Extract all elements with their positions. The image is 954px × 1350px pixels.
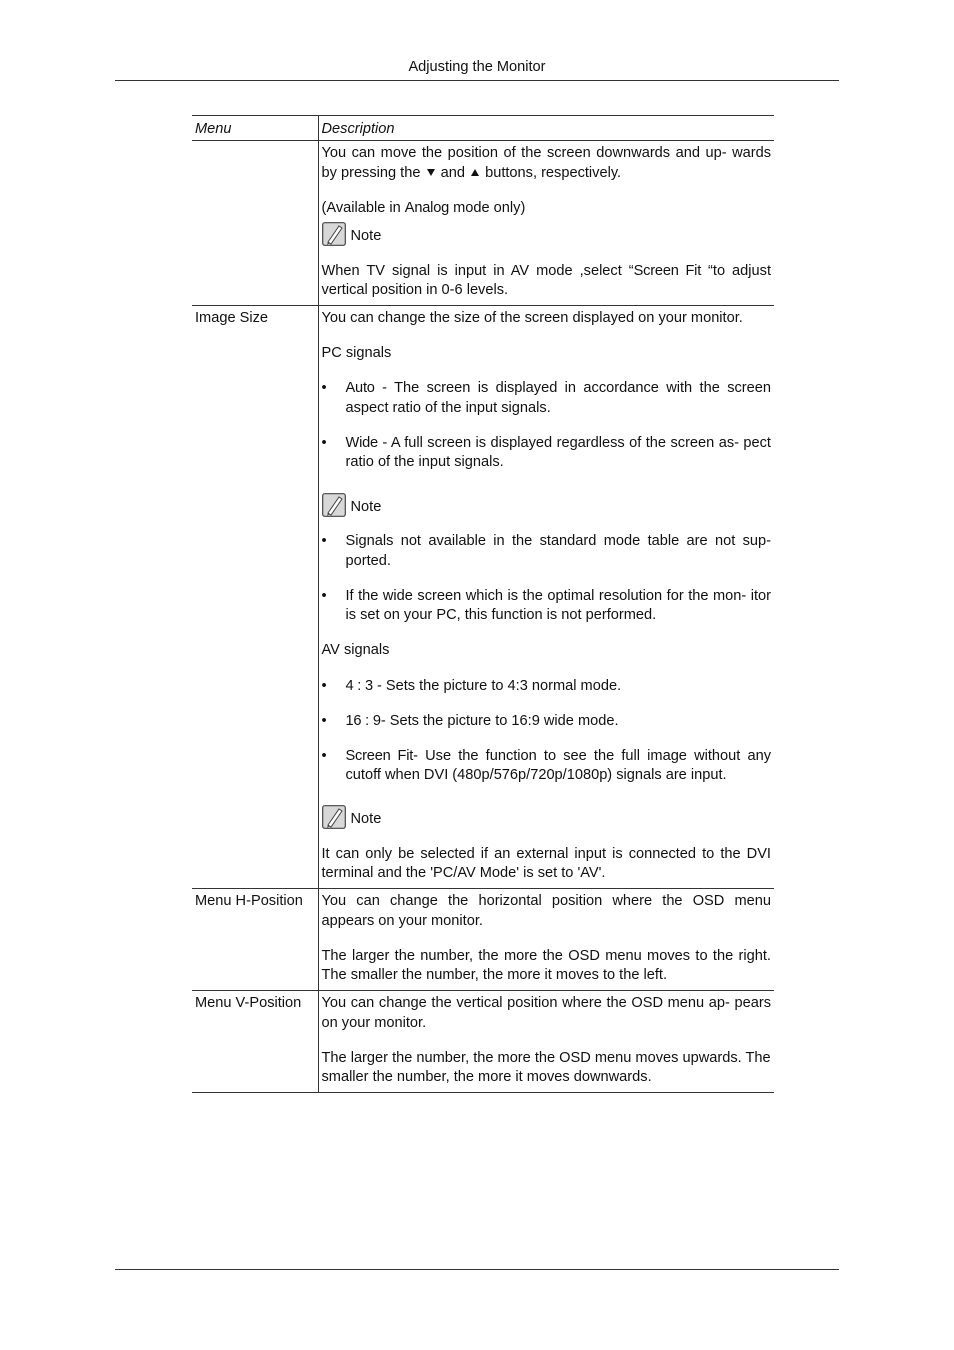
menu-cell <box>192 305 318 888</box>
keyword: 4 : 3 <box>345 677 373 694</box>
menu-label: Menu V-Position <box>195 994 302 1011</box>
menu-cell <box>192 141 318 306</box>
text: - Sets the picture to 4:3 normal mode. <box>372 677 622 694</box>
list-item <box>322 712 772 732</box>
subheading: AV signals <box>321 642 390 659</box>
text: - Use the function to see the full image without any cutoff when DVI (480p/576p/720p/1080p) signals are input. <box>345 747 771 784</box>
column-header-description: Description <box>318 116 774 141</box>
text: You can move the position of the screen downwards and up- wards by pressing the <box>321 145 771 181</box>
text: - The screen is displayed in accordance with the screen aspect ratio of the input signals. <box>345 380 771 416</box>
paragraph: You can change the vertical position where the OSD menu ap- pears on your monitor. <box>321 994 771 1031</box>
note-heading <box>322 218 772 246</box>
menu-cell <box>192 990 318 1092</box>
paragraph <box>322 199 772 219</box>
subheading: PC signals <box>321 345 392 362</box>
paragraph: The larger the number, the more the OSD menu moves upwards. The smaller the number, the more it moves downwards. <box>321 1049 771 1086</box>
menu-description-table <box>192 115 774 1093</box>
note-pencil-icon <box>322 805 346 829</box>
text: When TV signal is input in AV mode ,select “ <box>321 262 634 279</box>
text: and <box>440 164 465 181</box>
keyword: Screen Fit <box>345 747 414 764</box>
text: - Sets the picture to 16:9 wide mode. <box>380 712 619 729</box>
paragraph: It can only be selected if an external input is connected to the DVI terminal and the 'PC/AV Mode' is set to 'AV'. <box>321 845 771 882</box>
description-cell <box>318 990 774 1092</box>
footer-rule <box>115 1269 839 1270</box>
list-item <box>322 379 772 418</box>
table-row <box>192 305 774 888</box>
column-header-menu: Menu <box>192 116 318 141</box>
list-item: • If the wide screen which is the optimal resolution for the mon- itor is set on your PC, this function is not performed. <box>322 587 772 626</box>
paragraph: The larger the number, the more the OSD menu moves to the right. The smaller the number, the more it moves to the left. <box>321 947 771 984</box>
paragraph: You can change the horizontal position where the OSD menu appears on your monitor. <box>321 893 771 929</box>
menu-cell <box>192 889 318 991</box>
text: mode only) <box>453 199 526 216</box>
table-row <box>192 889 774 991</box>
note-heading <box>322 801 772 829</box>
keyword: 16 : 9 <box>345 712 381 729</box>
list-item: • Signals not available in the standard mode table are not sup- ported. <box>322 532 772 571</box>
note-label: Note <box>350 228 382 245</box>
note-heading <box>322 489 772 517</box>
list-item <box>322 434 772 473</box>
note-label: Note <box>350 811 382 828</box>
paragraph <box>322 144 772 183</box>
paragraph: You can change the size of the screen displayed on your monitor. <box>321 309 743 326</box>
description-cell <box>318 889 774 991</box>
description-cell <box>318 305 774 888</box>
menu-label: Image Size <box>195 309 269 326</box>
text: buttons, respectively. <box>485 164 622 181</box>
bullet-list <box>322 532 772 626</box>
keyword: Wide <box>345 434 378 451</box>
keyword: Auto <box>345 380 375 397</box>
table-row <box>192 990 774 1092</box>
bullet-list <box>322 379 772 473</box>
running-header: Adjusting the Monitor <box>408 59 546 75</box>
triangle-down-icon <box>427 169 435 176</box>
note-pencil-icon <box>322 222 346 246</box>
keyword: Analog <box>404 199 450 216</box>
text: “to adjust vertical position in 0-6 levels. <box>321 262 771 299</box>
note-pencil-icon <box>322 493 346 517</box>
header-rule <box>115 80 839 81</box>
menu-label: Menu H-Position <box>195 893 303 910</box>
keyword: Screen Fit <box>633 262 702 279</box>
text: - A full screen is displayed regardless of the screen as- pect ratio of the input signals. <box>345 434 771 471</box>
bullet-list <box>322 677 772 786</box>
table-row <box>192 141 774 306</box>
note-label: Note <box>350 498 382 515</box>
paragraph <box>322 262 772 301</box>
triangle-up-icon <box>471 169 479 176</box>
list-item <box>322 747 772 786</box>
list-item <box>322 677 772 697</box>
text: (Available in <box>321 199 401 216</box>
description-cell <box>318 141 774 306</box>
